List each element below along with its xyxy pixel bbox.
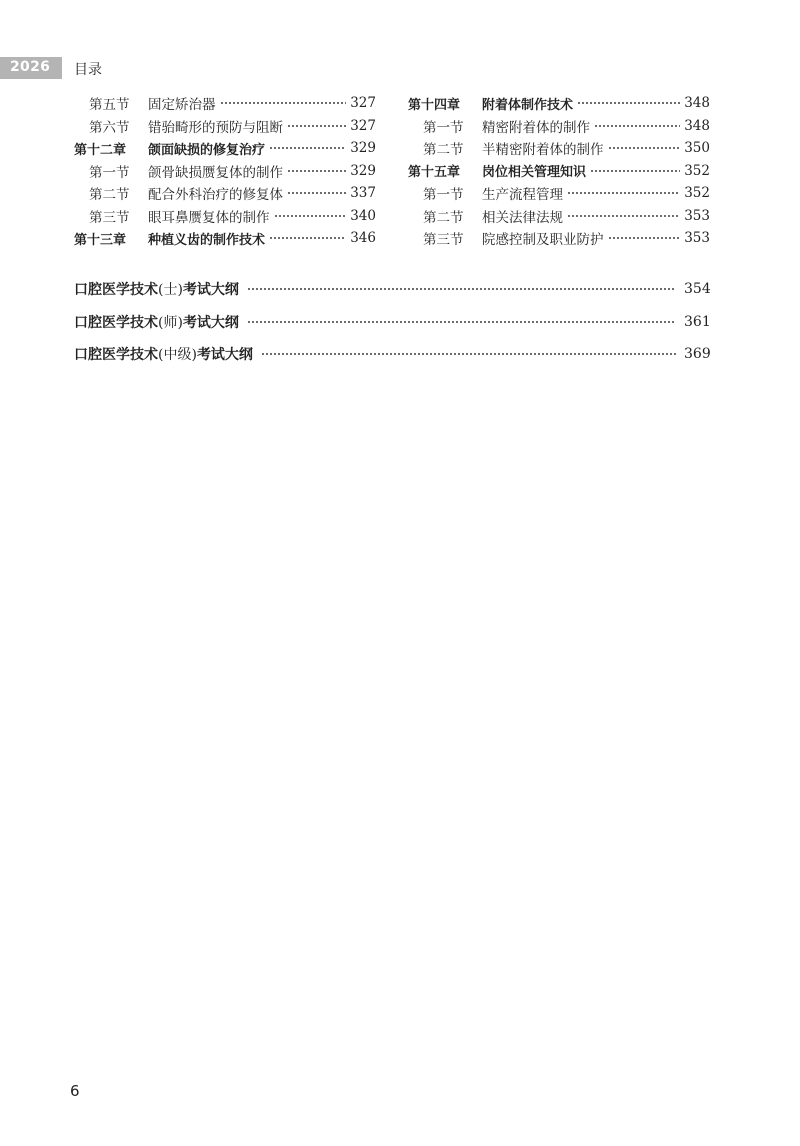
toc-entry-label: 第一节 — [423, 187, 464, 204]
dot-leader — [274, 211, 347, 221]
toc-entry-section[interactable] — [74, 205, 376, 228]
toc-entry-chapter[interactable] — [74, 137, 376, 160]
toc-entry-title: 种植义齿的制作技术 — [148, 232, 266, 248]
toc-entry-page: 350 — [684, 140, 710, 157]
dot-leader — [567, 188, 680, 198]
header-year: 2026 — [10, 59, 51, 75]
toc-entry-label: 第三节 — [423, 232, 464, 249]
syllabus-page: 354 — [684, 281, 711, 298]
toc-entry-page: 329 — [350, 140, 376, 157]
toc-entry-page: 327 — [350, 95, 376, 112]
dot-leader — [567, 211, 680, 221]
toc-entry-label: 第十五章 — [408, 165, 461, 181]
toc-entry-label: 第六节 — [89, 119, 130, 136]
toc-entry-page: 348 — [684, 117, 710, 134]
toc-entry-page: 327 — [350, 117, 376, 134]
toc-entry-page: 346 — [350, 230, 376, 247]
toc-entry-label: 第一节 — [423, 119, 464, 136]
toc-entry-page: 340 — [350, 207, 376, 224]
toc-entry-title: 精密附着体的制作 — [482, 119, 590, 136]
toc-entry-section[interactable] — [408, 182, 710, 205]
toc-entry-chapter[interactable] — [408, 160, 710, 183]
syllabus-title-prefix: 口腔医学技术 — [74, 314, 158, 331]
toc-entry-section[interactable] — [74, 160, 376, 183]
syllabus-title-prefix: 口腔医学技术 — [74, 282, 158, 299]
toc-entry-title: 半精密附着体的制作 — [482, 142, 604, 159]
dot-leader — [608, 233, 681, 243]
page-number: 6 — [70, 1082, 80, 1100]
dot-leader — [287, 188, 346, 198]
toc-entry-label: 第二节 — [423, 209, 464, 226]
syllabus-page: 369 — [684, 346, 711, 363]
toc-entry-section[interactable] — [408, 205, 710, 228]
dot-leader — [287, 166, 346, 176]
toc-entry-label: 第十三章 — [74, 232, 127, 248]
toc-entry-title: 错骀畸形的预防与阻断 — [148, 119, 283, 136]
toc-left-column — [74, 92, 376, 250]
toc-entry-label: 第二节 — [423, 142, 464, 159]
toc-entry-page: 353 — [684, 230, 710, 247]
syllabus-list — [74, 273, 710, 371]
toc-entry-chapter[interactable] — [74, 227, 376, 250]
toc-entry-title: 颌面缺损的修复治疗 — [148, 142, 266, 158]
syllabus-entry[interactable] — [74, 273, 710, 306]
syllabus-title-suffix: 考试大纲 — [182, 282, 239, 299]
toc-entry-section[interactable] — [408, 227, 710, 250]
syllabus-entry[interactable] — [74, 306, 710, 339]
dot-leader — [247, 284, 676, 294]
syllabus-title-suffix: 考试大纲 — [182, 314, 239, 331]
toc-entry-label: 第十四章 — [408, 97, 461, 113]
toc-entry-section[interactable] — [74, 182, 376, 205]
toc-entry-section[interactable] — [408, 115, 710, 138]
syllabus-title — [74, 312, 239, 332]
toc-entry-label: 第一节 — [89, 164, 130, 181]
toc-entry-title: 附着体制作技术 — [482, 97, 574, 113]
toc-entry-label: 第三节 — [89, 209, 130, 226]
toc-entry-page: 348 — [684, 95, 710, 112]
toc-entry-title: 院感控制及职业防护 — [482, 232, 604, 249]
toc-entry-title: 配合外科治疗的修复体 — [148, 187, 283, 204]
toc-entry-page: 337 — [350, 185, 376, 202]
toc-right-column — [408, 92, 710, 250]
syllabus-title — [74, 279, 239, 299]
dot-leader — [247, 317, 676, 327]
toc-entry-label: 第五节 — [89, 97, 130, 114]
toc-entry-section[interactable] — [408, 137, 710, 160]
dot-leader — [608, 143, 681, 153]
toc-entry-label: 第二节 — [89, 187, 130, 204]
toc-entry-label: 第十二章 — [74, 142, 127, 158]
toc-entry-title: 岗位相关管理知识 — [482, 165, 587, 181]
syllabus-title — [74, 344, 253, 364]
toc-entry-title: 相关法律法规 — [482, 209, 563, 226]
syllabus-title-level: (中级) — [158, 347, 197, 364]
header-title: 目录 — [74, 62, 102, 78]
dot-leader — [261, 349, 676, 359]
toc-entry-page: 352 — [684, 162, 710, 179]
toc-entry-title: 颌骨缺损赝复体的制作 — [148, 164, 283, 181]
syllabus-title-level: (士) — [158, 282, 183, 299]
toc-entry-section[interactable] — [74, 115, 376, 138]
toc-entry-title: 眼耳鼻赝复体的制作 — [148, 209, 270, 226]
dot-leader — [220, 98, 347, 108]
syllabus-entry[interactable] — [74, 338, 710, 371]
toc-entry-page: 352 — [684, 185, 710, 202]
toc-entry-page: 329 — [350, 162, 376, 179]
syllabus-title-prefix: 口腔医学技术 — [74, 347, 158, 364]
toc-entry-chapter[interactable] — [408, 92, 710, 115]
dot-leader — [594, 121, 680, 131]
toc-entry-page: 353 — [684, 207, 710, 224]
dot-leader — [577, 98, 680, 108]
toc-entry-title: 生产流程管理 — [482, 187, 563, 204]
dot-leader — [590, 166, 680, 176]
toc-entry-section[interactable] — [74, 92, 376, 115]
dot-leader — [269, 143, 346, 153]
dot-leader — [269, 233, 346, 243]
syllabus-title-suffix: 考试大纲 — [196, 347, 253, 364]
syllabus-page: 361 — [684, 313, 711, 330]
dot-leader — [287, 121, 346, 131]
syllabus-title-level: (师) — [158, 314, 183, 331]
toc-entry-title: 固定矫治器 — [148, 97, 216, 114]
